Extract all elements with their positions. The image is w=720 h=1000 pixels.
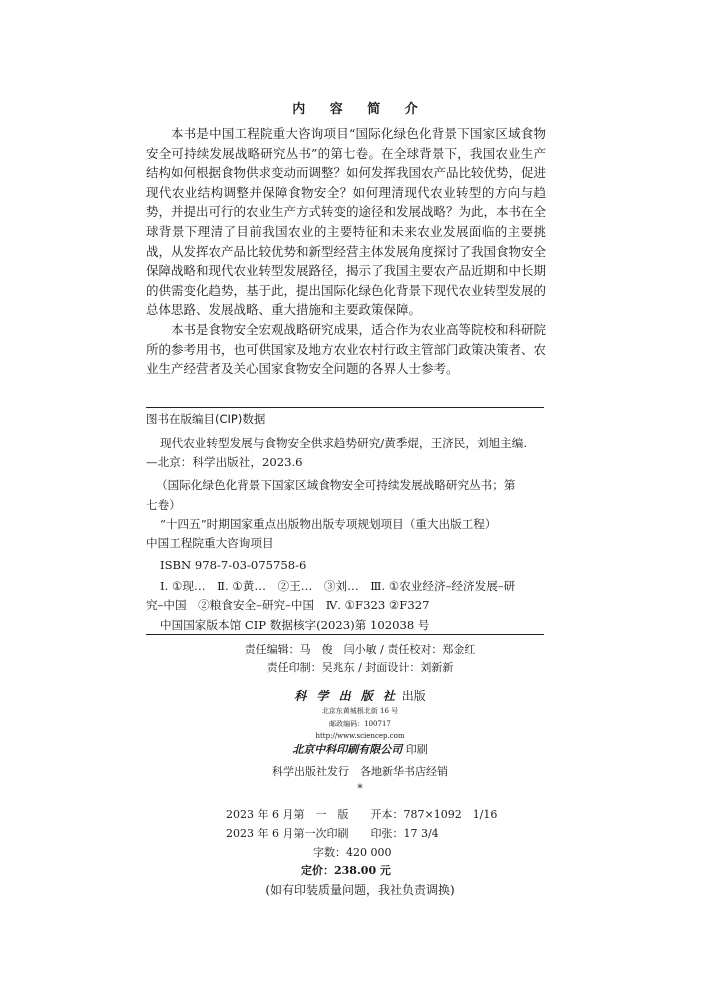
cip-series-line-2: 七卷） xyxy=(146,498,181,512)
price: 定价：238.00 元 xyxy=(301,864,391,877)
credits-editors: 责任编辑：马 俊 闫小敏 / 责任校对：郑金红 xyxy=(244,643,476,656)
credits-print-design: 责任印制：吴兆东 / 封面设计：刘新新 xyxy=(266,661,454,674)
print-line: 2023 年 6 月第一次印刷 印张：17 3/4 xyxy=(226,827,439,840)
publisher-postcode: 邮政编码：100717 xyxy=(329,720,391,728)
cip-heading: 图书在版编目(CIP)数据 xyxy=(146,412,266,426)
printer-line xyxy=(0,741,720,757)
summary-paragraph-2: 本书是食物安全宏观战略研究成果，适合作为农业高等院校和科研院所的参考用书，也可供国家及地方农业农村行政主管部门政策决策者、农业生产经营者及关心国家食物安全问题的各界人士参考。 xyxy=(146,321,547,377)
summary-body xyxy=(146,124,546,379)
cip-bottom-rule xyxy=(146,634,544,635)
edition-line: 2023 年 6 月第 一 版 开本：787×1092 1/16 xyxy=(226,808,498,821)
printer-suffix: 印刷 xyxy=(405,743,428,756)
cip-top-rule xyxy=(146,407,544,408)
publisher-name-logotype: 科 学 出 版 社 xyxy=(294,689,398,703)
publisher-website: http://www.sciencep.com xyxy=(315,732,405,740)
page-title: 内 容 简 介 xyxy=(292,102,428,117)
cip-series-line: （国际化绿色化背景下国家区域食物安全可持续发展战略研究丛书；第 xyxy=(156,478,516,492)
distribution-line: 科学出版社发行 各地新华书店经销 xyxy=(272,765,448,778)
cip-classification-2: 究–中国 ②粮食安全–研究–中国 Ⅳ. ①F323 ②F327 xyxy=(146,598,430,612)
cip-title-line: 现代农业转型发展与食物安全供求趋势研究/黄季焜，王济民，刘旭主编. xyxy=(160,436,528,450)
printer-name: 北京中科印刷有限公司 xyxy=(292,743,403,756)
publisher-suffix: 出版 xyxy=(401,689,426,703)
summary-paragraph-1: 本书是中国工程院重大咨询项目“国际化绿色化背景下国家区域食物安全可持续发展战略研究丛书”的第七卷。在全球背景下，我国农业生产结构如何根据食物供求变动而调整？如何发挥我国农产品比较优势，促进现代农业结构调整并保障食物安全？如何理清现代农业转型的方向与趋势，并提出可行的农业生产方式转变的途径和发展战略？为此，本书在全球背景下理清了目前我国农业的主要特征和未来农业发展面临的主要挑战，从发挥农产品比较优势和新型经营主体发展角度探讨了我国食物安全保障战略和现代农业转型发展路径，揭示了我国主要农产品近期和中长期的供需变化趋势，基于此，提出国际化绿色化背景下现代农业转型发展的总体思路、发展战略、重大措施和主要政策保障。 xyxy=(146,126,547,318)
cip-project-line: “十四五”时期国家重点出版物出版专项规划项目（重大出版工程） xyxy=(160,517,497,531)
separator-asterisk: * xyxy=(357,782,363,795)
cip-project-line-2: 中国工程院重大咨询项目 xyxy=(146,536,274,550)
cip-publisher-line: —北京：科学出版社，2023.6 xyxy=(146,455,303,469)
cip-isbn: ISBN 978-7-03-075758-6 xyxy=(160,558,307,572)
quality-notice: (如有印装质量问题，我社负责调换) xyxy=(265,883,455,897)
publisher-line xyxy=(0,687,720,704)
publisher-address: 北京东黄城根北街 16 号 xyxy=(321,707,399,715)
cip-classification: Ⅰ. ①现… Ⅱ. ①黄… ②王… ③刘… Ⅲ. ①农业经济–经济发展–研 xyxy=(160,579,516,593)
cip-verification: 中国国家版本馆 CIP 数据核字(2023)第 102038 号 xyxy=(160,618,430,632)
wordcount: 字数：420 000 xyxy=(313,846,392,859)
